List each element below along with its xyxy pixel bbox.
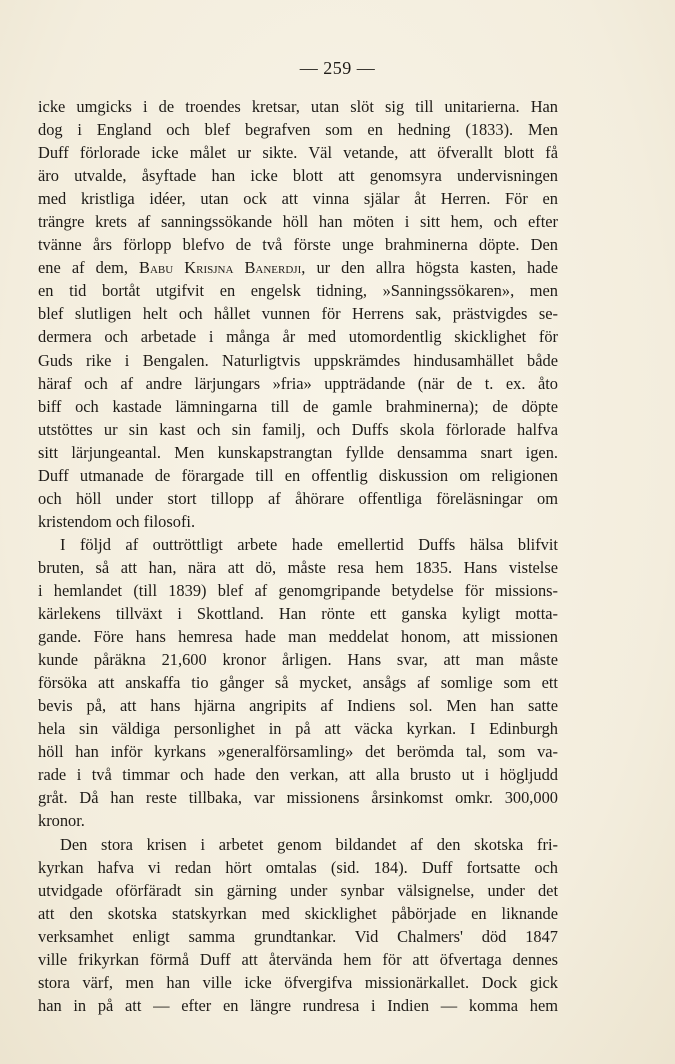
text-line: stora värf, men han ville icke öfvergifva missionärkallet. Dock gick bbox=[38, 972, 558, 992]
text-line: Guds rike i Bengalen. Naturligtvis uppskrämdes hindusamhället både bbox=[38, 350, 558, 370]
text-line: höll han inför kyrkans »generalförsamling» det berömda tal, som va- bbox=[38, 742, 558, 762]
text-line: och höll under stort tillopp af åhörare offentliga föreläsningar om bbox=[38, 488, 558, 508]
text-line: biff och kastade lämningarna till de gamle brahminerna); de döpte bbox=[38, 396, 558, 416]
text-line: ville frikyrkan förmå Duff att återvända hem för att öfvertaga dennes bbox=[38, 949, 558, 969]
text-line: rade i två timmar och hade den verkan, att alla brusto ut i högljudd bbox=[38, 765, 558, 785]
text-line: han in på att — efter en längre rundresa i Indien — komma hem bbox=[38, 995, 558, 1015]
paragraph-end-line: kristendom och filosofi. bbox=[38, 511, 196, 531]
body-text bbox=[38, 95, 558, 1017]
paragraph-end-line: kronor. bbox=[38, 811, 85, 831]
text-line: ene af dem, Babu Krisjna Banerdji, ur den allra högsta kasten, hade bbox=[38, 258, 558, 278]
text-line: Duff utmanade de förargade till en offentlig diskussion om religionen bbox=[38, 465, 558, 485]
text-line: äro utvalde, åsyftade han icke blott att genomsyra undervisningen bbox=[38, 166, 558, 186]
text-line: kunde påräkna 21,600 kronor årligen. Hans svar, att man måste bbox=[38, 650, 558, 670]
text-line: dermera och arbetade i många år med utomordentlig skicklighet för bbox=[38, 327, 558, 347]
text-line: bruten, så att han, nära att dö, måste resa hem 1835. Hans vistelse bbox=[38, 557, 558, 577]
text-line: häraf och af andre lärjungars »fria» uppträdande (när de t. ex. åto bbox=[38, 373, 558, 393]
text-line: att den skotska statskyrkan med skicklighet påbörjade en liknande bbox=[38, 903, 558, 923]
text-line: bevis på, att hans hjärna angripits af Indiens sol. Men han satte bbox=[38, 696, 558, 716]
text-line: gråt. Då han reste tillbaka, var missionens årsinkomst omkr. 300,000 bbox=[38, 788, 558, 808]
text-line: dog i England och blef begrafven som en hedning (1833). Men bbox=[38, 120, 558, 140]
text-line: Duff förlorade icke målet ur sikte. Väl vetande, att öfverallt blott få bbox=[38, 143, 558, 163]
page-number: — 259 — bbox=[299, 58, 376, 78]
paragraph-start-line: I följd af outtröttligt arbete hade emellertid Duffs hälsa blifvit bbox=[60, 534, 558, 554]
text-line: hela sin väldiga personlighet in på att väcka kyrkan. I Edinburgh bbox=[38, 719, 558, 739]
text-line: en tid bortåt utgifvit en engelsk tidning, »Sanningssökaren», men bbox=[38, 281, 558, 301]
text-line: trängre krets af sanningssökande höll han möten i sitt hem, och efter bbox=[38, 212, 558, 232]
text-line: kärlekens tillväxt i Skottland. Han rönte ett ganska kyligt motta- bbox=[38, 604, 558, 624]
text-line: med kristliga idéer, utan ock att vinna själar åt Herren. För en bbox=[38, 189, 558, 209]
text-line: icke umgicks i de troendes kretsar, utan slöt sig till unitarierna. Han bbox=[38, 97, 558, 116]
text-line: i hemlandet (till 1839) blef af genomgripande betydelse för missions- bbox=[38, 580, 558, 600]
text-line: blef slutligen helt och hållet vunnen för Herrens sak, prästvigdes se- bbox=[38, 304, 558, 324]
text-line: sitt lärjungeantal. Men kunskapstrangtan fyllde densamma snart igen. bbox=[38, 442, 558, 462]
text-line: försöka att anskaffa tio gånger så mycket, ansågs af somlige som ett bbox=[38, 673, 558, 693]
text-line: utvidgade oförfäradt sin gärning under synbar välsignelse, under det bbox=[38, 880, 558, 900]
text-line: verksamhet enligt samma grundtankar. Vid Chalmers' död 1847 bbox=[38, 926, 558, 946]
text-line: tvänne års förlopp blefvo de två förste unge brahminerna döpte. Den bbox=[38, 235, 558, 255]
text-line: gande. Före hans hemresa hade man meddelat honom, att missionen bbox=[38, 627, 558, 647]
text-line: kyrkan hafva vi redan hört omtalas (sid. 184). Duff fortsatte och bbox=[38, 857, 558, 877]
paragraph-start-line: Den stora krisen i arbetet genom bildandet af den skotska fri- bbox=[60, 834, 558, 854]
person-name: Babu Krisjna Banerdji bbox=[139, 258, 302, 278]
text-line: utstöttes ur sin kast och sin familj, och Duffs skola förlorade halfva bbox=[38, 419, 558, 439]
